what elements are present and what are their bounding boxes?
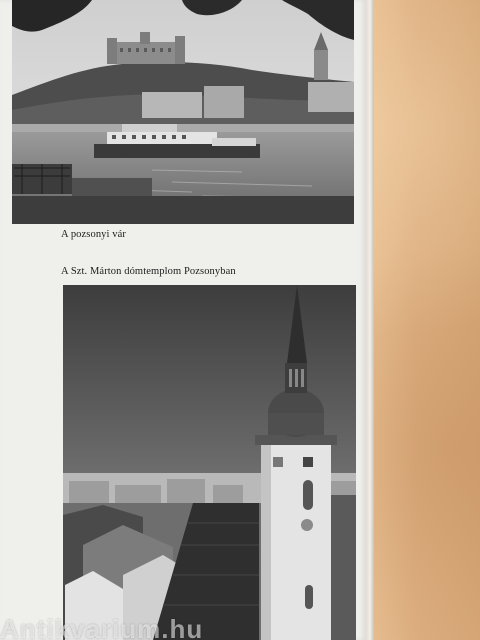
cathedral-caption: A Szt. Márton dómtemplom Pozsonyban <box>61 266 236 277</box>
castle-photo <box>12 0 354 224</box>
book-cover <box>372 0 480 640</box>
cathedral-photo <box>63 285 356 640</box>
watermark: Antikvarium.hu <box>0 618 204 640</box>
castle-caption: A pozsonyi vár <box>61 229 126 240</box>
